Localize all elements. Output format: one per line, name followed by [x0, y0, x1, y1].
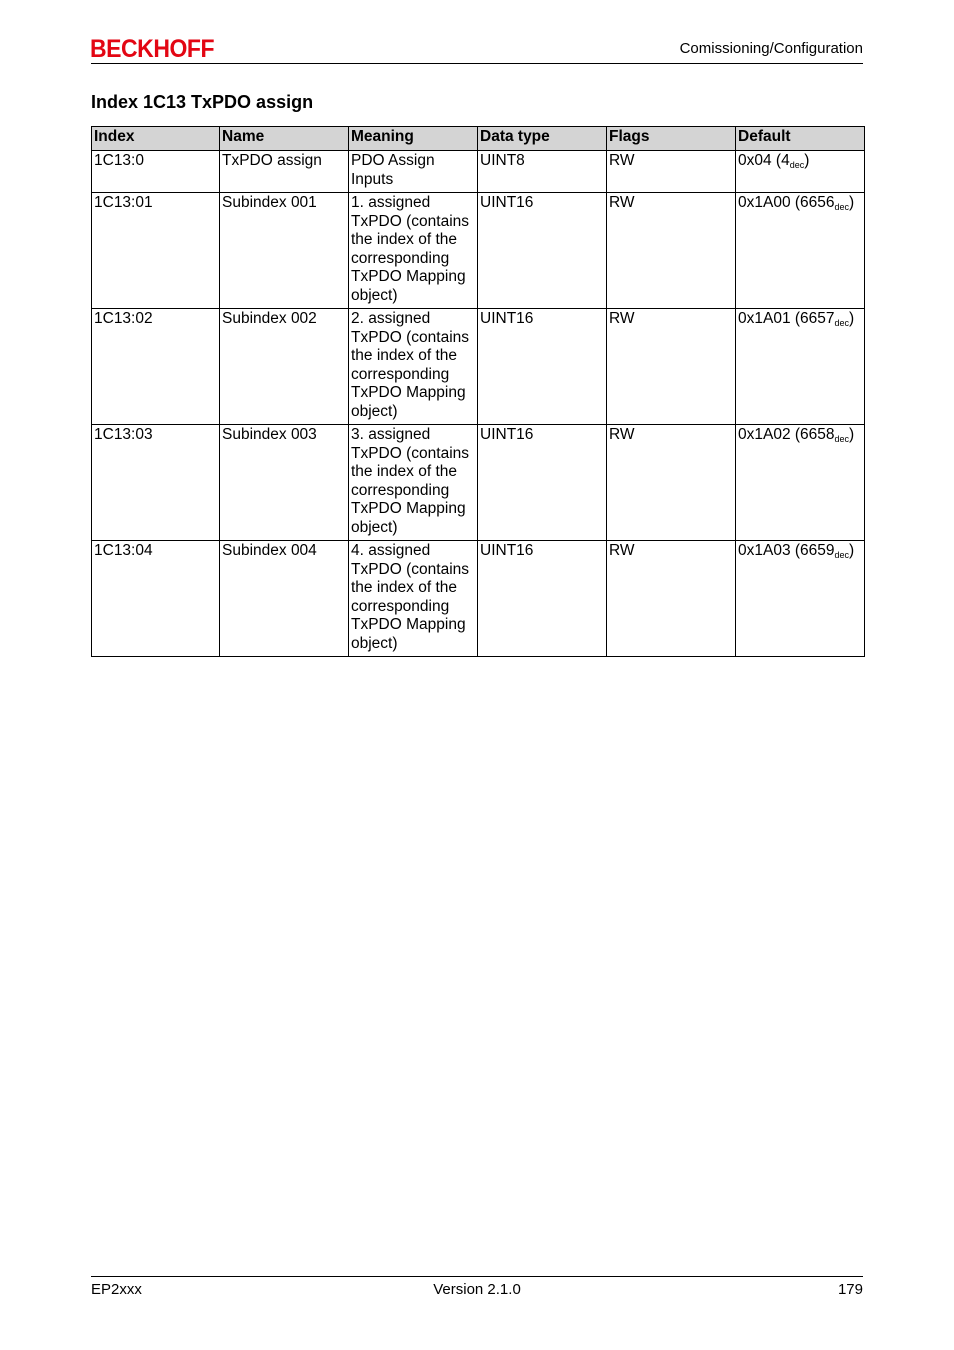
cell-name: Subindex 001 — [220, 193, 349, 309]
default-value: 0x1A01 (6657 — [738, 310, 835, 327]
column-header-flags: Flags — [607, 127, 736, 151]
cell-default — [736, 193, 865, 309]
default-value: 0x1A03 (6659 — [738, 542, 835, 559]
cell-data-type: UINT16 — [478, 193, 607, 309]
default-close: ) — [804, 152, 810, 169]
column-header-index: Index — [92, 127, 220, 151]
default-close: ) — [849, 194, 855, 211]
cell-flags: RW — [607, 309, 736, 425]
cell-flags: RW — [607, 193, 736, 309]
default-unit: dec — [834, 550, 850, 560]
cell-name: Subindex 003 — [220, 425, 349, 541]
cell-flags: RW — [607, 541, 736, 657]
cell-data-type: UINT16 — [478, 541, 607, 657]
default-unit: dec — [834, 202, 850, 212]
default-close: ) — [849, 310, 855, 327]
default-value: 0x1A00 (6656 — [738, 194, 835, 211]
default-unit: dec — [789, 160, 805, 170]
page-number: 179 — [837, 1281, 863, 1298]
cell-index: 1C13:0 — [92, 151, 220, 193]
column-header-default: Default — [736, 127, 865, 151]
default-value: 0x1A02 (6658 — [738, 426, 835, 443]
cell-name: Subindex 004 — [220, 541, 349, 657]
table-row — [92, 193, 865, 309]
cell-meaning: 2. assigned TxPDO (contains the index of the corresponding TxPDO Mapping object) — [349, 309, 478, 425]
column-header-meaning: Meaning — [349, 127, 478, 151]
cell-index: 1C13:03 — [92, 425, 220, 541]
cell-name: Subindex 002 — [220, 309, 349, 425]
default-close: ) — [849, 426, 855, 443]
cell-data-type: UINT8 — [478, 151, 607, 193]
footer-version: Version 2.1.0 — [433, 1281, 521, 1298]
cell-meaning: 3. assigned TxPDO (contains the index of the corresponding TxPDO Mapping object) — [349, 425, 478, 541]
cell-default — [736, 309, 865, 425]
column-header-data-type: Data type — [478, 127, 607, 151]
object-table — [91, 126, 865, 657]
table-row — [92, 309, 865, 425]
cell-index: 1C13:01 — [92, 193, 220, 309]
cell-index: 1C13:04 — [92, 541, 220, 657]
cell-meaning: PDO Assign Inputs — [349, 151, 478, 193]
cell-meaning: 4. assigned TxPDO (contains the index of the corresponding TxPDO Mapping object) — [349, 541, 478, 657]
table-header-row — [92, 127, 865, 151]
cell-index: 1C13:02 — [92, 309, 220, 425]
default-unit: dec — [834, 318, 850, 328]
cell-default — [736, 541, 865, 657]
cell-flags: RW — [607, 425, 736, 541]
table-row — [92, 541, 865, 657]
cell-default — [736, 425, 865, 541]
table-row — [92, 425, 865, 541]
header-divider — [91, 63, 863, 64]
cell-flags: RW — [607, 151, 736, 193]
cell-name: TxPDO assign — [220, 151, 349, 193]
cell-data-type: UINT16 — [478, 425, 607, 541]
column-header-name: Name — [220, 127, 349, 151]
default-unit: dec — [834, 434, 850, 444]
page-title: Index 1C13 TxPDO assign — [91, 92, 314, 112]
footer-product: EP2xxx — [91, 1281, 142, 1298]
table-row — [92, 151, 865, 193]
beckhoff-logo: BECKHOFF — [90, 35, 215, 63]
default-close: ) — [849, 542, 855, 559]
cell-data-type: UINT16 — [478, 309, 607, 425]
cell-meaning: 1. assigned TxPDO (contains the index of the corresponding TxPDO Mapping object) — [349, 193, 478, 309]
section-title: Comissioning/Configuration — [679, 40, 863, 57]
footer-divider — [91, 1276, 863, 1277]
default-value: 0x04 (4 — [738, 152, 790, 169]
cell-default — [736, 151, 865, 193]
